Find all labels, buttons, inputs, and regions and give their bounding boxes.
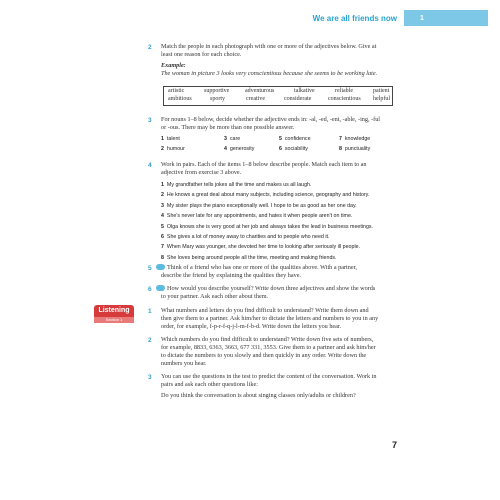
adjective: patient	[373, 88, 390, 94]
unit-title: We are all friends now	[312, 14, 397, 23]
exercise-5-instructions: Think of a friend who has one or more of the qualities above. With a partner, describe the friend by explaining the qualities they have.	[156, 264, 446, 280]
listening-q2-text: Which numbers do you find difficult to understand? Write down five sets of numbers, for example, 8833, 6363, 3663, 677 331, 3553. Give them to a partner and ask him/her to dictate the numbers to you slowly and then quickly in any order. Write down the numbers you hear.	[161, 336, 376, 367]
list-item: 1 My grandfather tells jokes all the time and makes us all laugh.	[161, 182, 312, 188]
listening-q2-number: 2	[148, 337, 152, 344]
exercise-2-number: 2	[148, 44, 152, 51]
section-label: Section 1	[94, 317, 134, 323]
adjective: adventurous	[245, 88, 275, 94]
listening-badge	[94, 305, 134, 323]
exercise-3-instructions: For nouns 1–8 below, decide whether the adjective ends in: -al, -ed, -ent, -able, -ing, -ful or -ous. There may be more than one possible answer.	[161, 116, 381, 131]
listening-q3-number: 3	[148, 374, 152, 381]
adjective: talkative	[294, 88, 315, 94]
list-item: 5 Olga knows she is very good at her job and always takes the lead in business meetings.	[161, 223, 374, 230]
adjective: conscientious	[328, 96, 361, 102]
exercise-5-number: 5	[148, 265, 152, 272]
adjective-box	[163, 86, 393, 106]
unit-number-tab: 1	[404, 10, 488, 26]
list-item: 3 My sister plays the piano exceptionally well. I hope to be as good as her one day.	[161, 202, 357, 209]
list-item: 7 When Mary was younger, she devoted her time to looking after seriously ill people.	[161, 244, 361, 251]
listening-q3-text: You can use the questions in the test to predict the content of the conversation. Work in pairs and ask each other questions like: Do you think the conversation is about singing classes only/adults or children?	[161, 373, 377, 399]
noun-list	[161, 136, 421, 156]
adjective: reliable	[335, 88, 353, 94]
noun-item: 4 generosity	[224, 146, 255, 152]
listening-label: Listening	[94, 305, 134, 317]
exercise-3-number: 3	[148, 117, 152, 124]
exercise-2-instructions: Match the people in each photograph with one or more of the adjectives below. Give at least one reason for each choice.	[161, 43, 377, 58]
listening-q1-text: What numbers and letters do you find difficult to understand? Write them down and then give them to a partner. Ask him/her to dictate the letters and numbers to you in any order, for example, f-p-r-f-q-j-l-m-f-b-d. Write down the letters you hear.	[161, 307, 379, 330]
example-sentence: The woman in picture 3 looks very conscientious because she seems to be working late.	[161, 70, 378, 77]
exercise-4-items	[161, 180, 451, 263]
exercise-6-number: 6	[148, 286, 152, 293]
adjective: ambitious	[168, 96, 192, 102]
noun-item: 3 care	[224, 136, 241, 142]
list-item: 4 She's never late for any appointments, and hates it when people aren't on time.	[161, 213, 353, 220]
noun-item: 1 talent	[161, 136, 180, 142]
exercise-6-instructions: How would you describe yourself? Write down three adjectives and show the words to your partner. Ask each other about them.	[156, 285, 446, 301]
list-item: 6 She gives a lot of money away to charities and to people who need it.	[161, 234, 330, 241]
adjective: sporty	[210, 96, 225, 102]
noun-item: 7 knowledge	[339, 136, 371, 142]
adjective: supportive	[204, 88, 230, 94]
example-label: Example:	[161, 62, 186, 69]
speaking-icon	[156, 264, 165, 270]
noun-item: 6 sociability	[279, 146, 308, 152]
noun-item: 2 humour	[161, 146, 185, 152]
adjective: considerate	[284, 96, 312, 102]
page-number: 7	[392, 440, 398, 450]
noun-item: 5 confidence	[279, 136, 311, 142]
list-item: 2 He knows a great deal about many subjects, including science, geography and history.	[161, 192, 370, 199]
adjective: artistic	[168, 88, 185, 94]
list-item: 8 She loves being around people all the time, meeting and making friends.	[161, 254, 337, 261]
listening-q1-number: 1	[148, 308, 152, 315]
exercise-4-number: 4	[148, 162, 152, 169]
speaking-icon	[156, 285, 165, 291]
exercise-4-instructions: Work in pairs. Each of the items 1–8 below describe people. Match each item to an adjective from exercise 3 above.	[161, 161, 367, 176]
noun-item: 8 punctuality	[339, 146, 371, 152]
adjective: creative	[246, 96, 265, 102]
adjective: helpful	[373, 96, 390, 102]
